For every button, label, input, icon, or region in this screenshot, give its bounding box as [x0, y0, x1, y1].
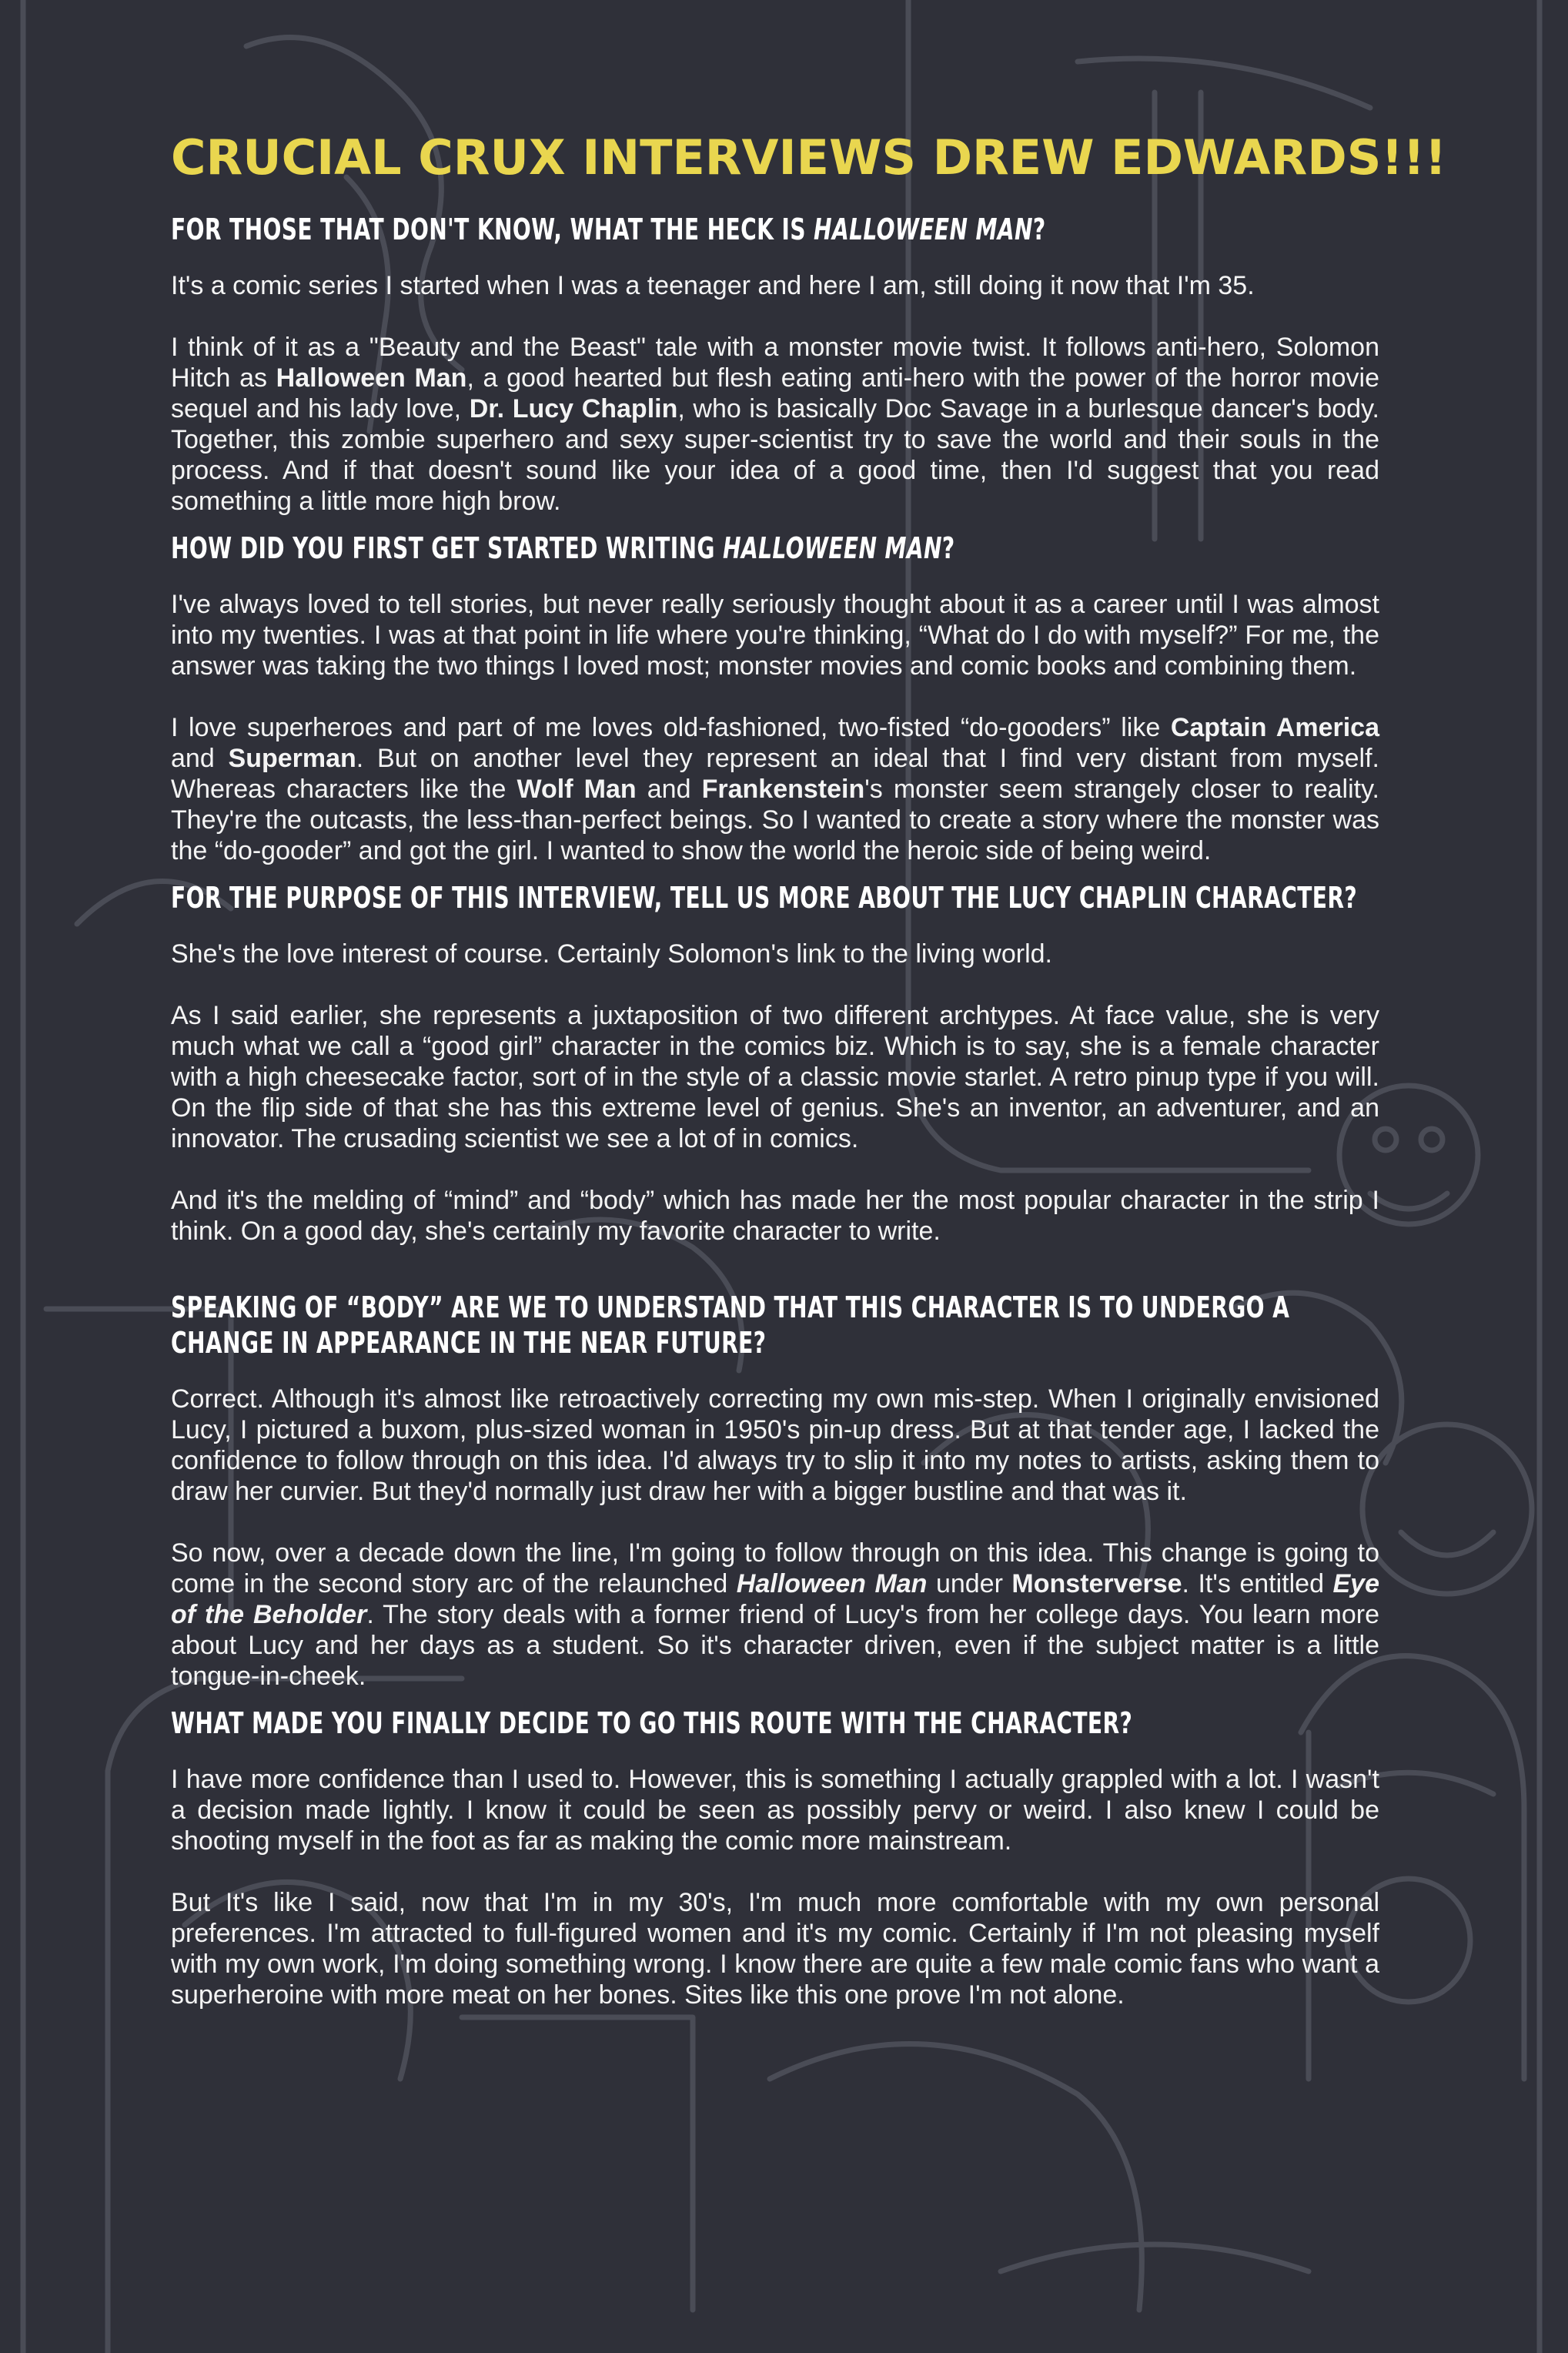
question-1: FOR THOSE THAT DON'T KNOW, WHAT THE HECK IS HALLOWEEN MAN?: [171, 213, 1046, 246]
question-1-series-name: HALLOWEEN MAN: [814, 213, 1033, 246]
interview-article: [171, 129, 1447, 2041]
answer-5-paragraph-2: But It's like I said, now that I'm in my 30's, I'm much more comfortable with my own personal preferences. I'm attracted to full-figured women and it's my comic. Certainly if I'm not pleasing myself with my own work, I'm doing something wrong. I know there are quite a few male comic fans who want a superheroine with more meat on her bones. Sites like this one prove I'm not alone.: [171, 1888, 1379, 2010]
answer-1-paragraph-2: I think of it as a "Beauty and the Beast" tale with a monster movie twist. It follows anti-hero, Solomon Hitch as Halloween Man, a good hearted but flesh eating anti-hero with the power of the horror movie sequel and his lady love, Dr. Lucy Chaplin, who is basically Doc Savage in a burlesque dancer's body. Together, this zombie superhero and sexy super-scientist try to save the world and their souls in the process. And if that doesn't sound like your idea of a good time, then I'd suggest that you read something a little more high brow.: [171, 333, 1380, 516]
answer-2-paragraph-1: I've always loved to tell stories, but never really seriously thought about it as a career until I was almost into my twenties. I was at that point in life where you're thinking, “What do I do with myself?” For me, the answer was taking the two things I loved most; monster movies and comic books and combining them.: [171, 590, 1379, 681]
answer-3-paragraph-3: And it's the melding of “mind” and “body” which has made her the most popular character in the strip I think. On a good day, she's certainly my favorite character to write.: [171, 1186, 1379, 1246]
answer-4-paragraph-1: Correct. Although it's almost like retroactively correcting my own mis-step. When I originally envisioned Lucy, I pictured a buxom, plus-sized woman in 1950's pin-up dress. But at that tender age, I lacked the confidence to follow through on this idea. I'd always try to slip it into my notes to artists, asking them to draw her curvier. But they'd normally just draw her with a bigger bustline and that was it.: [171, 1384, 1379, 1506]
answer-3-paragraph-2: As I said earlier, she represents a juxtaposition of two different archtypes. At face value, she is very much what we call a “good girl” character in the comics biz. Which is to say, she is a female character with a high cheesecake factor, sort of in the style of a classic movie starlet. A retro pinup type if you will. On the flip side of that she has this extreme level of genius. She's an inventor, an adventurer, and an innovator. The crusading scientist we see a lot of in comics.: [171, 1001, 1379, 1153]
question-2-series-name: HALLOWEEN MAN: [723, 531, 942, 565]
answer-4-paragraph-2: So now, over a decade down the line, I'm going to follow through on this idea. This change is going to come in the second story arc of the relaunched Halloween Man under Monsterverse. It's entitled Eye of the Beholder. The story deals with a former friend of Lucy's from her college days. You learn more about Lucy and her days as a student. So it's character driven, even if the subject matter is a little tongue-in-cheek.: [171, 1538, 1379, 1691]
page-title: CRUCIAL CRUX INTERVIEWS DREW EDWARDS!!!: [171, 129, 1447, 186]
question-2: HOW DID YOU FIRST GET STARTED WRITING HALLOWEEN MAN?: [171, 531, 955, 565]
question-4: SPEAKING OF “BODY” ARE WE TO UNDERSTAND THAT THIS CHARACTER IS TO UNDERGO A CHANGE IN APPEARANCE IN THE NEAR FUTURE?: [171, 1290, 1290, 1360]
answer-3-paragraph-1: She's the love interest of course. Certainly Solomon's link to the living world.: [171, 939, 1052, 969]
answer-1-paragraph-1: It's a comic series I started when I was a teenager and here I am, still doing it now that I'm 35.: [171, 271, 1255, 300]
answer-2-paragraph-2: I love superheroes and part of me loves old-fashioned, two-fisted “do-gooders” like Captain America and Superman. But on another level they represent an ideal that I find very distant from myself. Whereas characters like the Wolf Man and Frankenstein's monster seem strangely closer to reality. They're the outcasts, the less-than-perfect beings. So I wanted to create a story where the monster was the “do-gooder” and got the girl. I wanted to show the world the heroic side of being weird.: [171, 713, 1380, 865]
answer-5-paragraph-1: I have more confidence than I used to. However, this is something I actually grappled with a lot. I wasn't a decision made lightly. I know it could be seen as possibly pervy or weird. I also knew I could be shooting myself in the foot as far as making the comic more mainstream.: [171, 1765, 1379, 1856]
question-5: WHAT MADE YOU FINALLY DECIDE TO GO THIS ROUTE WITH THE CHARACTER?: [171, 1706, 1133, 1740]
question-3: FOR THE PURPOSE OF THIS INTERVIEW, TELL US MORE ABOUT THE LUCY CHAPLIN CHARACTER?: [171, 881, 1358, 915]
